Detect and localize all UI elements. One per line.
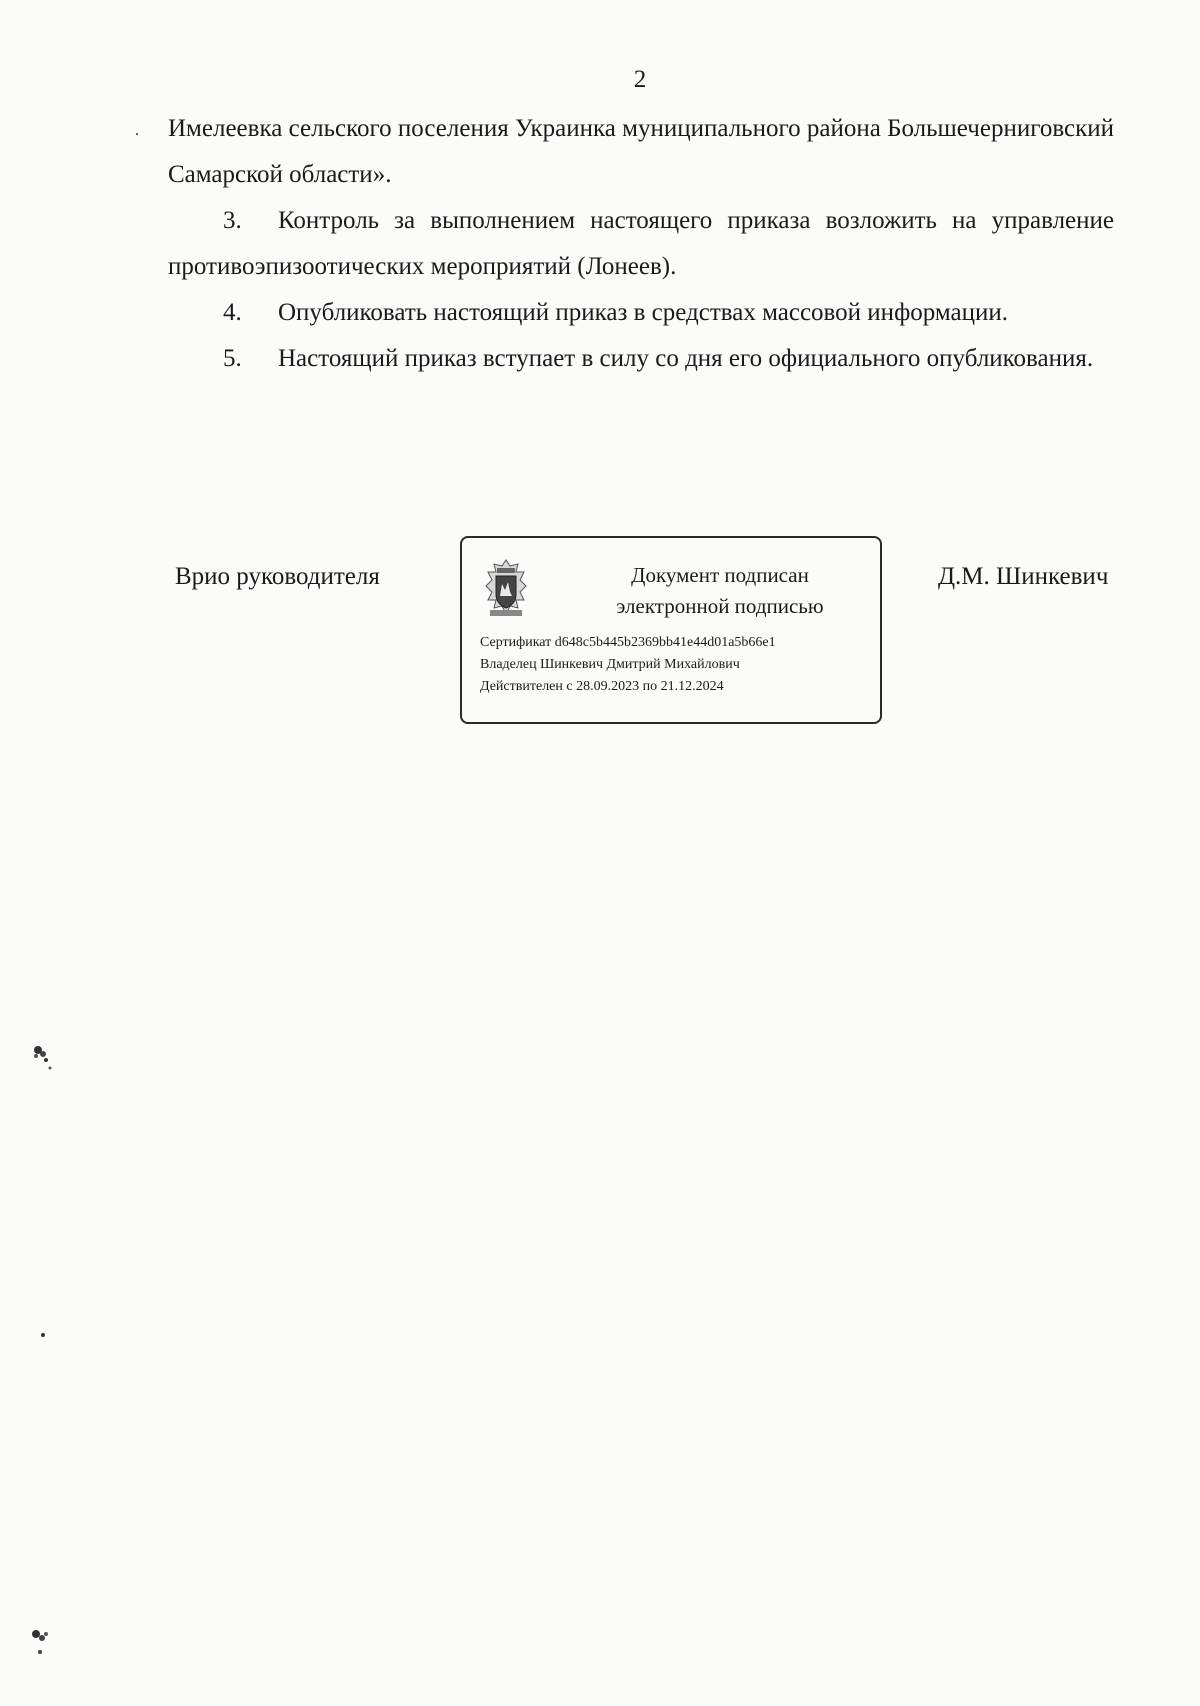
stamp-heading-line-2: электронной подписью — [616, 594, 824, 618]
stray-mark: . — [135, 122, 139, 139]
ink-speck — [26, 1040, 56, 1076]
continuation-paragraph: Имелеевка сельского поселения Украинка муниципального района Большечерниговский Самарской области». — [168, 115, 1114, 188]
signer-name: Д.М. Шинкевич — [938, 563, 1109, 590]
item-text: Настоящий приказ вступает в силу со дня его официального опубликования. — [278, 345, 1094, 372]
stamp-heading-line-1: Документ подписан — [631, 563, 809, 587]
stamp-details — [480, 632, 776, 698]
item-text: Опубликовать настоящий приказ в средствах массовой информации. — [278, 299, 1009, 326]
signer-title: Врио руководителя — [175, 563, 380, 590]
item-number: 5. — [223, 345, 242, 372]
stamp-certificate: Сертификат d648c5b445b2369bb41e44d01a5b66e1 — [480, 635, 776, 650]
order-text — [168, 106, 1114, 382]
ink-speck — [26, 1624, 56, 1664]
item-text: Контроль за выполнением настоящего приказа возложить на управление противоэпизоотических мероприятий (Лонеев). — [168, 207, 1114, 280]
stamp-heading — [580, 560, 860, 622]
stamp-owner: Владелец Шинкевич Дмитрий Михайлович — [480, 657, 740, 672]
item-number: 3. — [223, 207, 242, 234]
item-3-paragraph — [168, 198, 1114, 290]
item-5-paragraph — [168, 336, 1114, 382]
samara-coat-of-arms-icon — [480, 558, 532, 620]
item-4-paragraph — [168, 290, 1114, 336]
page-number: 2 — [633, 66, 647, 93]
stamp-validity: Действителен с 28.09.2023 по 21.12.2024 — [480, 679, 724, 694]
item-number: 4. — [223, 299, 242, 326]
ink-speck — [38, 1330, 48, 1340]
electronic-signature-stamp — [460, 536, 882, 724]
